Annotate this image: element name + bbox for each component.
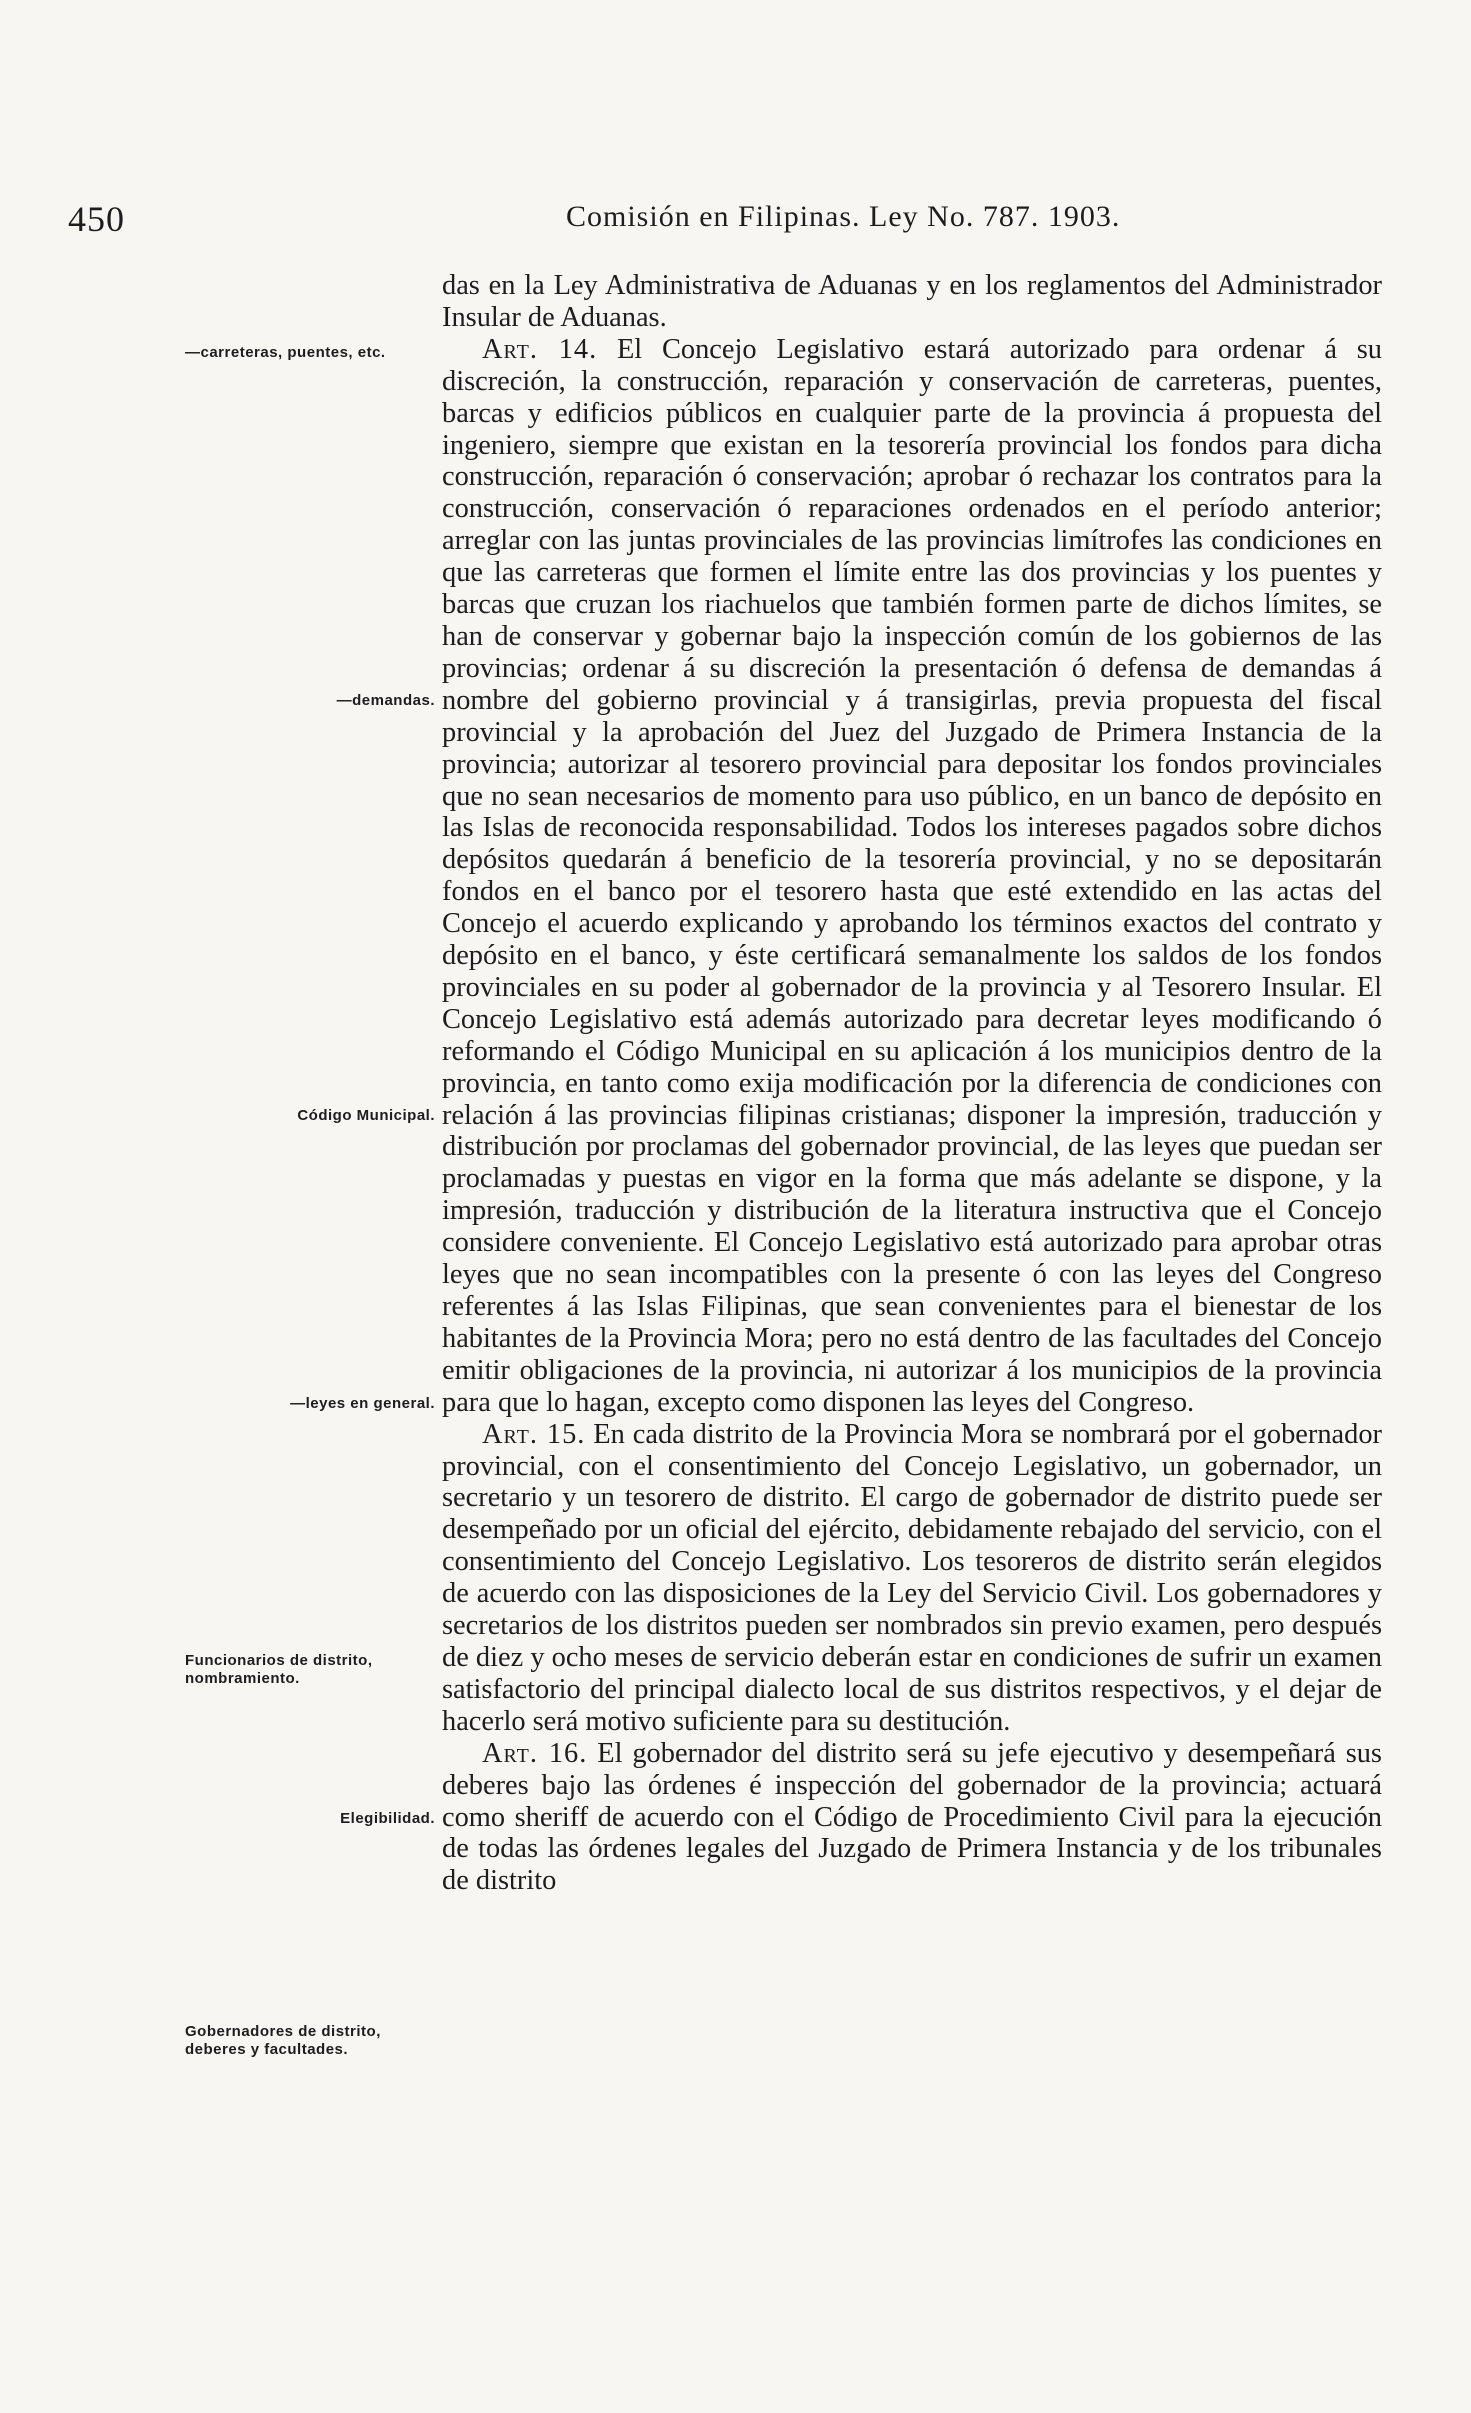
article-15-text-2: Los tesoreros de distrito serán elegidos de acuerdo con las disposiciones de la Ley del Servicio Civil. Los gobernadores y secretarios de los distritos pueden ser nombrados sin previo examen, pero después de diez y ocho meses de servicio deberán estar en condiciones de sufrir un examen satisfactorio del principal dialecto local de sus distritos respectivos, y el dejar de hacerlo será motivo suficiente para su destitución. [442,1546,1382,1737]
body-text [442,270,1382,1897]
margin-note-carreteras: —carreteras, puentes, etc. [185,344,386,361]
article-14-text-3: El Concejo Legislativo está autorizado para aprobar otras leyes que no sean incompatibles con la presente ó con las leyes del Congreso referentes á las Islas Filipinas, que sean convenientes para el bienestar de los habitantes de la Provincia Mora; pero no está dentro de las facultades del Concejo emitir obligaciones de la provincia, ni autorizar á los municipios de la provincia para que lo hagan, excepto como disponen las leyes del Congreso. [442,1227,1382,1418]
article-15-label: Art. 15. [482,1418,586,1450]
margin-note-funcionarios: Funcionarios de distrito, nombramiento. [185,1652,373,1687]
article-15 [442,1419,1382,1738]
article-14-label: Art. 14. [482,333,598,365]
article-16-text-1: El gobernador del distrito será su jefe ejecutivo y desempeñará sus deberes bajo las órdenes é inspección del gobernador de la provincia; actuará como sheriff de acuerdo con el Código de Procedimiento Civil para la ejecución de todas las órdenes legales del Juzgado de Primera Instancia y de los tribunales de distrito [442,1737,1382,1897]
margin-note-elegibilidad: Elegibilidad. [340,1810,435,1827]
page-number: 450 [68,199,125,239]
article-16 [442,1738,1382,1898]
margin-note-leyes-general: —leyes en general. [290,1395,435,1412]
margin-note-demandas: —demandas. [336,692,435,709]
margin-note-gobernadores: Gobernadores de distrito, deberes y facultades. [185,2023,381,2058]
article-16-label: Art. 16. [482,1737,588,1769]
continuation-text: das en la Ley Administrativa de Aduanas y en los reglamentos del Administrador Insular de Aduanas. [442,270,1382,333]
margin-note-codigo-municipal: Código Municipal. [297,1107,435,1124]
article-14-text-2: El Concejo Legislativo está además autorizado para decretar leyes modificando ó reformando el Código Municipal en su aplicación á los municipios dentro de la provincia, en tanto como exija modificación por la diferencia de condiciones con relación á las provincias filipinas cristianas; disponer la impresión, traducción y distribución por proclamas del gobernador provincial, de las leyes que puedan ser proclamadas y puestas en vigor en la forma que más adelante se dispone, y la impresión, traducción y distribución de la literatura instructiva que el Concejo considere conveniente. [442,971,1382,1259]
article-15-text-1: En cada distrito de la Provincia Mora se nombrará por el gobernador provincial, con el consentimiento del Concejo Legislativo, un gobernador, un secretario y un tesorero de distrito. El cargo de gobernador de distrito puede ser desempeñado por un oficial del ejército, debidamente rebajado del servicio, con el consentimiento del Concejo Legislativo. [442,1418,1382,1578]
article-14-text-1: El Concejo Legislativo estará autorizado para ordenar á su discreción, la construcción, reparación y conservación de carreteras, puentes, barcas y edificios públicos en cualquier parte de la provincia á propuesta del ingeniero, siempre que existan en la tesorería provincial los fondos para dicha construcción, reparación ó conservación; aprobar ó rechazar los contratos para la construcción, conservación ó reparaciones ordenados en el período anterior; arreglar con las juntas provinciales de las provincias limítrofes las condiciones en que las carreteras que formen el límite entre las dos provincias y los puentes y barcas que cruzan los riachuelos que también formen parte de dichos límites, se han de conservar y gobernar bajo la inspección común de los gobiernos de las provincias; ordenar á su discreción la presentación ó defensa de demandas á nombre del gobierno provincial y á transigirlas, previa propuesta del fiscal provincial y la aprobación del Juez del Juzgado de Primera Instancia de la provincia; autorizar al tesorero provincial para depositar los fondos provinciales que no sean necesarios de momento para uso público, en un banco de depósito en las Islas de reconocida responsabilidad. Todos los intereses pagados sobre dichos depósitos quedarán á beneficio de la tesorería provincial, y no se depositarán fondos en el banco por el tesorero hasta que esté extendido en las actas del Concejo el acuerdo explicando y aprobando los términos exactos del contrato y depósito en el banco, y éste certificará semanalmente los saldos de los fondos provinciales en su poder al gobernador de la provincia y al Tesorero Insular. [442,333,1382,1003]
running-header: Comisión en Filipinas. Ley No. 787. 1903. [566,200,1121,233]
article-14 [442,334,1382,1419]
continuation-paragraph [442,270,1382,334]
margin-notes [0,0,440,2413]
